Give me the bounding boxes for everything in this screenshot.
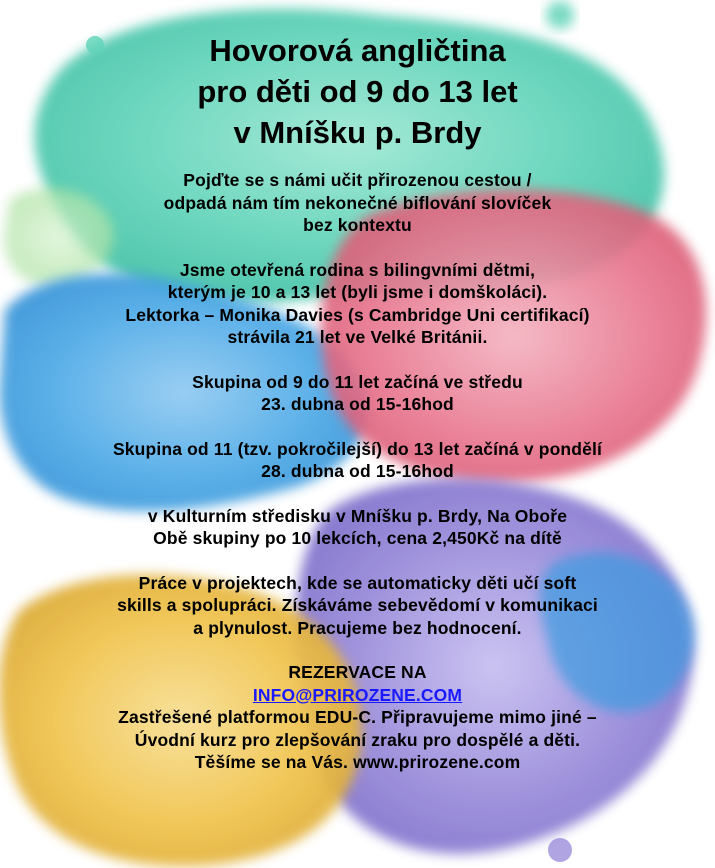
- text-line: Úvodní kurz pro zlepšování zraku pro dospělé a děti.: [134, 729, 581, 750]
- text-line: Obě skupiny po 10 lekcích, cena 2,450Kč na dítě: [153, 528, 562, 548]
- reservation-line: [0, 661, 715, 706]
- text-line: Lektorka – Monika Davies (s Cambridge Uni certifikací): [125, 304, 590, 325]
- group1-paragraph: [0, 371, 715, 416]
- title-line: pro děti od 9 do 13 let: [197, 74, 518, 109]
- poster-title: [0, 0, 715, 153]
- venue-paragraph: [0, 505, 715, 550]
- text-line: 23. dubna od 15-16hod: [261, 394, 454, 414]
- title-line: Hovorová angličtina: [209, 33, 506, 68]
- group2-paragraph: [0, 438, 715, 483]
- text-line: Zastřešené platformou EDU-C. Připravujeme mimo jiné –: [118, 707, 597, 727]
- text-line: strávila 21 let ve Velké Británii.: [227, 327, 488, 347]
- intro-paragraph: [0, 169, 715, 237]
- text-line: kterým je 10 a 13 let (byli jsme i domškoláci).: [167, 282, 548, 302]
- text-line: Práce v projektech, kde se automaticky děti učí soft: [138, 572, 577, 593]
- text-line: Skupina od 9 do 11 let začíná ve středu: [192, 371, 523, 392]
- title-line: v Mníšku p. Brdy: [233, 115, 482, 150]
- reservation-paragraph: [0, 661, 715, 774]
- reservation-label: REZERVACE NA: [288, 662, 427, 682]
- text-line: Těšíme se na Vás. www.prirozene.com: [194, 752, 521, 772]
- text-line: odpadá nám tím nekonečné biflování slovíček: [163, 192, 552, 213]
- text-line: Pojďte se s námi učit přirozenou cestou /: [183, 170, 532, 190]
- text-line: v Kulturním středisku v Mníšku p. Brdy, Na Oboře: [147, 505, 568, 526]
- method-paragraph: [0, 572, 715, 640]
- text-line: skills a spolupráci. Získáváme sebevědomí v komunikaci: [117, 595, 598, 615]
- text-line: 28. dubna od 15-16hod: [261, 461, 454, 481]
- text-line: Jsme otevřená rodina s bilingvními dětmi,: [179, 259, 536, 280]
- text-line: Skupina od 11 (tzv. pokročilejší) do 13 let začíná v pondělí: [112, 438, 603, 459]
- text-line: bez kontextu: [303, 215, 412, 235]
- about-paragraph: [0, 259, 715, 349]
- text-line: a plynulost. Pracujeme bez hodnocení.: [193, 617, 522, 638]
- email-link[interactable]: INFO@PRIROZENE.COM: [252, 684, 463, 705]
